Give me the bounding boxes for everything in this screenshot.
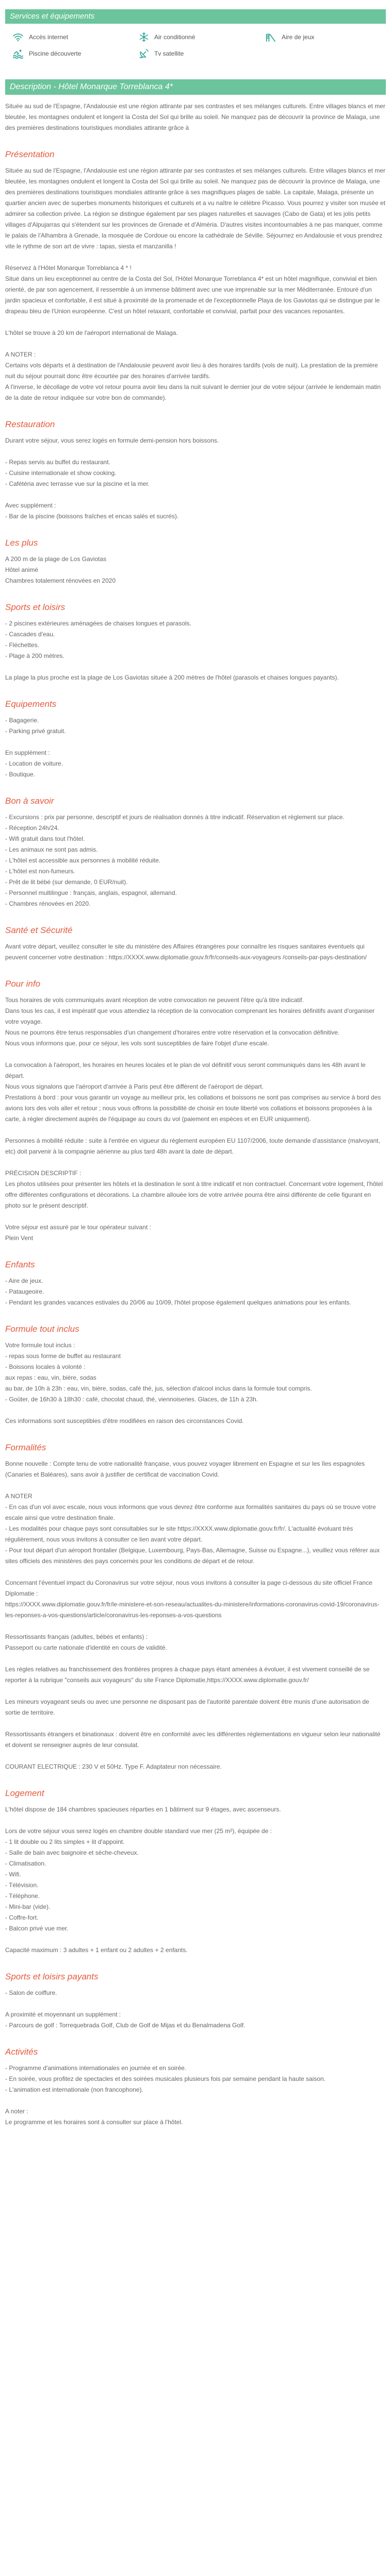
text-line: aux repas : eau, vin, bière, sodas	[5, 1374, 96, 1381]
section-heading: Enfants	[5, 1260, 35, 1269]
section-paragraph	[5, 2009, 386, 2031]
text-line: A NOTER	[5, 1493, 32, 1500]
text-line: - Excursions : prix par personne, descriptif et jours de réalisation donnés à titre indicatif. Réservation et règlement sur place.	[5, 814, 345, 821]
amenity-label: Accès internet	[29, 33, 69, 41]
section-paragraph	[5, 435, 386, 446]
section-paragraph	[5, 1632, 386, 1653]
text-line: https://XXXX.www.diplomatie.gouv.fr/fr/le-ministere-et-son-reseau/actualites-du-ministere/informations-coronavirus-covid-19/coronavirus-les-reponses-a-vos-questions/article/coronavirus-les-reponses-a-vos-questions	[5, 1601, 380, 1619]
section-paragraph	[5, 1945, 386, 1956]
text-line: - Salon de coiffure.	[5, 1989, 57, 1996]
amenity-satellite-tv	[139, 48, 265, 59]
section-paragraph	[5, 1340, 386, 1405]
text-line: - Cafétéria avec terrasse vue sur la piscine et la mer.	[5, 480, 150, 487]
text-line: Située au sud de l'Espagne, l'Andalousie est une région attirante par ses contrastes et ses mélanges culturels. Entre villages blancs et mer bleutée, les montagnes ondulent et longent la Costa del Sol qui brille au soleil. Ne manquez pas de découvrir la province de Malaga, une des premières destinations touristiques mondiales attirante grâce à ses magnifiques plages de sable. La capitale, Malaga, présente un quartier ancien avec de superbes monuments historiques et culturels et a vu naître le célèbre Picasso. Vous pourrez y visiter son musée et admirer sa collection privée. La région se distingue également par ses plages naturelles et sauvages (Cabo de Gata) et les jolis petits villages d'Alpujarras qui s'étendent sur les provinces de Grenade et d'Alméria. D'autres visites incontournables à ne pas manquer, comme le palais de l'Alhambra à Grenade, la mosquée de Cordoue ou encore la cathédrale de Séville. Séjournez en Andalousie et vous prendrez vite le rythme de son art de vivre : tapas, siesta et manzanilla !	[5, 167, 386, 250]
description-title: Description - Hôtel Monarque Torreblanca 4*	[10, 82, 173, 91]
text-line: Passeport ou carte nationale d'identité en cours de validité.	[5, 1644, 167, 1651]
text-line: - L'animation est internationale (non francophone).	[5, 2086, 143, 2093]
text-line: au bar, de 10h à 23h : eau, vin, bière, sodas, café thé, jus, sélection d'alcool inclus dans la formule tout compris.	[5, 1385, 312, 1392]
text-line: - Cuisine internationale et show cooking.	[5, 469, 117, 477]
content-section	[5, 537, 386, 586]
text-line: - Pendant les grandes vacances estivales du 20/06 au 10/09, l'hôtel propose également quelques animations pour les enfants.	[5, 1299, 351, 1306]
text-line: - Fléchettes.	[5, 641, 40, 649]
amenities-grid	[5, 24, 386, 66]
section-heading: Sports et loisirs payants	[5, 1972, 99, 1981]
description-intro: Située au sud de l'Espagne, l'Andalousie est une région attirante par ses contrastes et ses mélanges culturels. Entre villages blancs et mer bleutée, les montagnes ondulent et longent la Costa del Sol qui brille au soleil. Ne manquez pas de découvrir la province de Malaga, une des premières destinations touristiques mondiales attirante grâce à	[5, 103, 385, 131]
text-line: A NOTER :	[5, 351, 36, 358]
section-paragraph	[5, 715, 386, 737]
satellite-dish-icon	[139, 48, 149, 59]
text-line: - Téléphone.	[5, 1892, 40, 1900]
text-line: - Personnel multilingue : français, anglais, espagnol, allemand.	[5, 889, 177, 896]
content-section	[5, 419, 386, 522]
amenity-label: Aire de jeux	[282, 33, 315, 41]
section-paragraph	[5, 165, 386, 252]
text-line: - Plage à 200 mètres.	[5, 652, 64, 659]
text-line: - Repas servis au buffet du restaurant.	[5, 459, 110, 466]
text-line: Les photos utilisées pour présenter les hôtels et la destination le sont à titre indicatif et non contractuel. Concernant votre logement, l'hôtel offre différentes configurations et décorations. La chambre allouée lors de votre arrivée pourra être ainsi différente de celle figurant en photo sur le présent descriptif.	[5, 1180, 383, 1209]
text-line: - En cas d'un vol avec escale, nous vous informons que vous devrez être conforme aux formalités sanitaires du pays où se trouve votre escale ainsi que votre destination finale.	[5, 1503, 376, 1521]
content-section	[5, 149, 386, 403]
text-line: Ressortissants français (adultes, bébés et enfants) :	[5, 1633, 148, 1640]
section-paragraph	[5, 1826, 386, 1934]
section-paragraph	[5, 1729, 386, 1751]
text-line: Nous ne pourrons être tenus responsables d'un changement d'horaires entre votre réservation et la convocation définitive.	[5, 1029, 340, 1036]
amenity-label: Tv satellite	[154, 50, 184, 57]
amenity-internet	[12, 32, 139, 42]
text-line: - Programme d'animations internationales en journée et en soirée.	[5, 2064, 187, 2072]
text-line: Avec supplément :	[5, 502, 56, 509]
text-line: - Bar de la piscine (boissons fraîches et encas salés et sucrés).	[5, 513, 179, 520]
text-line: Votre séjour est assuré par le tour opérateur suivant :	[5, 1224, 151, 1231]
text-line: - Balcon privé vue mer.	[5, 1925, 69, 1932]
section-paragraph	[5, 1697, 386, 1718]
amenity-air-conditioning	[139, 32, 265, 42]
section-heading: Santé et Sécurité	[5, 925, 73, 935]
services-header	[5, 9, 386, 24]
section-paragraph	[5, 1416, 386, 1427]
text-line: Certains vols départs et à destination de l'Andalousie peuvent avoir lieu à des horaires tardifs (vols de nuit). La prestation de la première nuit du séjour pourrait donc être écourtée par des horaires d'arrivée tardifs.	[5, 362, 378, 380]
text-line: - Parking privé gratuit.	[5, 727, 66, 735]
text-line: A l'inverse, le décollage de votre vol retour pourra avoir lieu dans la nuit suivant le dernier jour de votre séjour (arrivée le lendemain matin de la date de retour indiquée sur votre bon de commande).	[5, 383, 381, 401]
section-paragraph	[5, 500, 386, 522]
content-section	[5, 699, 386, 780]
section-paragraph	[5, 1578, 386, 1621]
text-line: - Chambres rénovées en 2020.	[5, 900, 91, 907]
text-line: - Boutique.	[5, 771, 36, 778]
section-paragraph	[5, 995, 386, 1049]
text-line: - Pataugeoire.	[5, 1288, 44, 1295]
content-section	[5, 1442, 386, 1772]
text-line: Dans tous les cas, il est impératif que vous attendiez la réception de la convocation comprenant les horaires définitifs avant d'organiser votre voyage.	[5, 1007, 375, 1025]
text-line: Ces informations sont susceptibles d'être modifiées en raison des circonstances Covid.	[5, 1417, 244, 1425]
text-line: - L'hôtel est non-fumeurs.	[5, 868, 75, 875]
section-heading: Bon à savoir	[5, 796, 54, 806]
text-line: - Les modalités pour chaque pays sont consultables sur le site https://XXXX.www.diplomatie.gouv.fr/fr/. L'actualité évoluant très régulièrement, nous vous invitons à consulter ce lien avant votre départ.	[5, 1525, 353, 1543]
content-section	[5, 1971, 386, 2031]
text-line: - Réception 24h/24.	[5, 824, 59, 832]
text-line: Nous vous informons que, pour ce séjour, les vols sont susceptibles de faire l'objet d'une escale.	[5, 1040, 269, 1047]
content-section	[5, 1259, 386, 1308]
section-heading: Présentation	[5, 149, 55, 159]
text-line: La convocation à l'aéroport, les horaires en heures locales et le plan de vol définitif vous seront communiqués dans les 48h avant le départ.	[5, 1061, 366, 1079]
content-section	[5, 1324, 386, 1427]
wifi-icon	[12, 32, 24, 42]
section-paragraph	[5, 1761, 386, 1772]
section-paragraph	[5, 1168, 386, 1211]
text-line: Personnes à mobilité réduite : suite à l'entrée en vigueur du règlement européen EU 1107/2006, toute demande d'assistance (malvoyant, etc) doit parvenir à la compagnie aérienne au plus tard 48h avant la date de départ.	[5, 1137, 380, 1155]
section-heading: Sports et loisirs	[5, 602, 66, 612]
section-paragraph	[5, 812, 386, 909]
text-line: - Cascades d'eau.	[5, 631, 55, 638]
text-line: - Coffre-fort.	[5, 1914, 39, 1921]
text-line: En supplément :	[5, 749, 50, 756]
text-line: - Climatisation.	[5, 1860, 46, 1867]
text-line: - Pour tout départ d'un aéroport frontalier (Belgique, Luxembourg, Pays-Bas, Allemagne, Suisse ou Espagne...), veuillez vous référer aux sites officiels des ministères des pays concernés pour les conditions de départ et de retour.	[5, 1547, 380, 1565]
text-line: Situé dans un lieu exceptionnel au centre de la Costa del Sol, l'Hôtel Monarque Torreblanca 4* est un hôtel magnifique, convivial et bien orienté, de par son agencement, il ressemble à un immense bâtiment avec une vue imprenable sur la mer Méditerranée. Entouré d'un jardin spacieux et confortable, il est situé à proximité de la promenade et de l'exceptionnelle Playa de los Gaviotas qui se distingue par le drapeau bleu de l'Union européenne. C'est un hôtel relaxant, confortable et convivial, parfait pour des vacances reposantes.	[5, 275, 380, 315]
text-line: - L'hôtel est accessible aux personnes à mobilité réduite.	[5, 857, 161, 864]
text-line: PRÉCISION DESCRIPTIF :	[5, 1170, 82, 1177]
text-line: Les mineurs voyageant seuls ou avec une personne ne disposant pas de l'autorité parentale doivent être munis d'une autorisation de sortie de territoire.	[5, 1698, 369, 1716]
text-line: La plage la plus proche est la plage de Los Gaviotas située à 200 mètres de l'hôtel (parasols et chaises longues payants).	[5, 674, 339, 681]
amenity-label: Piscine découverte	[29, 50, 82, 57]
section-paragraph	[5, 1276, 386, 1308]
section-paragraph	[5, 1988, 386, 1998]
section-paragraph	[5, 1664, 386, 1686]
section-paragraph	[5, 1459, 386, 1480]
text-line: Le programme et les horaires sont à consulter sur place à l'hôtel.	[5, 2119, 183, 2126]
section-paragraph	[5, 1491, 386, 1567]
text-line: - 1 lit double ou 2 lits simples + lit d'appoint.	[5, 1838, 125, 1845]
amenity-playground	[265, 32, 386, 42]
text-line: Tous horaires de vols communiqués avant réception de votre convocation ne peuvent l'être qu'à titre indicatif.	[5, 996, 304, 1004]
amenity-pool	[12, 48, 139, 59]
services-title: Services et équipements	[10, 12, 95, 21]
section-paragraph	[5, 457, 386, 489]
text-line: - Salle de bain avec baignoire et sèche-cheveux.	[5, 1849, 139, 1856]
text-line: - Bagagerie.	[5, 717, 39, 724]
description-header	[5, 79, 386, 95]
text-line: Les règles relatives au franchissement des frontières propres à chaque pays étant amenées à évoluer, il est vivement conseillé de se reporter à la rubrique "conseils aux voyageurs" du site France Diplomatie,https://XXXX.www.diplomatie.gouv.fr/	[5, 1666, 370, 1684]
text-line: - En soirée, vous profitez de spectacles et des soirées musicales plusieurs fois par semaine pendant la haute saison.	[5, 2075, 325, 2082]
section-heading: Formule tout inclus	[5, 1324, 79, 1334]
text-line: A 200 m de la plage de Los Gaviotas	[5, 555, 107, 563]
text-line: - Wifi.	[5, 1871, 21, 1878]
section-paragraph	[5, 1060, 386, 1125]
amenity-label: Air conditionné	[154, 33, 196, 41]
section-heading: Les plus	[5, 538, 38, 548]
section-paragraph	[5, 349, 386, 403]
text-line: Concernant l'éventuel impact du Coronavirus sur votre séjour, nous vous invitons à consulter la page ci-dessous du site officiel France Diplomatie :	[5, 1579, 372, 1597]
text-line: COURANT ELECTRIQUE : 230 V et 50Hz. Type F. Adaptateur non nécessaire.	[5, 1763, 222, 1770]
content-section	[5, 978, 386, 1244]
content-section	[5, 2046, 386, 2128]
section-heading: Formalités	[5, 1443, 46, 1452]
section-paragraph	[5, 263, 386, 317]
section-paragraph	[5, 2063, 386, 2095]
section-heading: Equipements	[5, 699, 57, 709]
text-line: - Wifi gratuit dans tout l'hôtel.	[5, 835, 85, 842]
text-line: Capacité maximum : 3 adultes + 1 enfant ou 2 adultes + 2 enfants.	[5, 1946, 188, 1954]
text-line: - Parcours de golf : Torrequebrada Golf, Club de Golf de Mijas et du Benalmadena Golf.	[5, 2022, 246, 2029]
text-line: L'hôtel se trouve à 20 km de l'aéroport international de Malaga.	[5, 329, 178, 336]
section-paragraph	[5, 672, 386, 683]
text-line: Votre formule tout inclus :	[5, 1342, 75, 1349]
page-content	[0, 9, 391, 2128]
text-line: Hôtel animé	[5, 566, 39, 573]
section-paragraph	[5, 941, 386, 963]
text-line: - repas sous forme de buffet au restaurant	[5, 1352, 121, 1360]
playground-icon	[265, 32, 276, 42]
section-paragraph	[5, 328, 386, 338]
section-heading: Logement	[5, 1788, 44, 1798]
text-line: - Goûter, de 16h30 à 18h30 : café, chocolat chaud, thé, viennoiseries. Glaces, de 11h à 23h.	[5, 1396, 258, 1403]
section-paragraph	[5, 1136, 386, 1157]
section-heading: Activités	[5, 2047, 38, 2057]
content-section	[5, 925, 386, 963]
content-section	[5, 795, 386, 909]
text-line: Durant votre séjour, vous serez logés en formule demi-pension hors boissons.	[5, 437, 219, 444]
text-line: - Boissons locales à volonté :	[5, 1363, 86, 1370]
content-section	[5, 602, 386, 683]
text-line: - Mini-bar (vide).	[5, 1903, 51, 1910]
text-line: Bonne nouvelle : Compte tenu de votre nationalité française, vous pouvez voyager librement en Espagne et sur les îles espagnoles (Canaries et Baléares), sans avoir à justifier de certificat de vaccination Covid.	[5, 1460, 365, 1478]
text-line: Lors de votre séjour vous serez logés en chambre double standard vue mer (25 m²), équipée de :	[5, 1827, 272, 1835]
text-line: Réservez à l'Hôtel Monarque Torreblanca 4 * !	[5, 264, 132, 272]
text-line: Prestations à bord : pour vous garantir un voyage au meilleur prix, les collations et boissons ne sont pas comprises au service à bord des avions lors des vols aller et retour ; nous vous offrons la possibilité de choisir en toute liberté vos collations et boissons proposées à la carte, à régler directement auprès de l'équipage au cours du vol (paiement en espèces et en EUR uniquement).	[5, 1094, 381, 1123]
section-paragraph	[5, 554, 386, 586]
section-paragraph	[5, 2106, 386, 2128]
content-section	[5, 1788, 386, 1956]
text-line: - Les animaux ne sont pas admis.	[5, 846, 98, 853]
text-line: - Télévision.	[5, 1882, 39, 1889]
section-heading: Pour info	[5, 979, 41, 989]
text-line: Plein Vent	[5, 1234, 34, 1242]
text-line: A noter :	[5, 2108, 28, 2115]
description-sections	[5, 149, 386, 2128]
text-line: - 2 piscines extérieures aménagées de chaises longues et parasols.	[5, 620, 191, 627]
text-line: - Location de voiture.	[5, 760, 63, 767]
section-paragraph	[5, 748, 386, 780]
section-paragraph	[5, 1804, 386, 1815]
text-line: L'hôtel dispose de 184 chambres spacieuses réparties en 1 bâtiment sur 9 étages, avec ascenseurs.	[5, 1806, 281, 1813]
text-line: - Prêt de lit bébé (sur demande, 0 EUR/nuit).	[5, 878, 128, 886]
text-line: - Aire de jeux.	[5, 1277, 43, 1284]
text-line: Chambres totalement rénovées en 2020	[5, 577, 116, 584]
text-line: Nous vous signalons que l'aéroport d'arrivée à Paris peut être différent de l'aéroport de départ.	[5, 1083, 264, 1090]
snowflake-icon	[139, 32, 149, 42]
section-heading: Restauration	[5, 419, 55, 429]
text-line: Ressortissants étrangers et binationaux : doivent être en conformité avec les différentes réglementations en vigueur selon leur nationalité et doivent se renseigner auprès de leur consulat.	[5, 1731, 381, 1749]
pool-icon	[12, 48, 24, 59]
text-line: Avant votre départ, veuillez consulter le site du ministère des Affaires étrangères pour connaître les risques sanitaires éventuels qui peuvent concerner votre destination : https://XXXX.www.diplomatie.gouv.fr/fr/conseils-aux-voyageurs /conseils-par-pays-destination/	[5, 943, 367, 961]
text-line: A proximité et moyennant un supplément :	[5, 2011, 121, 2018]
section-paragraph	[5, 618, 386, 662]
section-paragraph	[5, 1222, 386, 1244]
